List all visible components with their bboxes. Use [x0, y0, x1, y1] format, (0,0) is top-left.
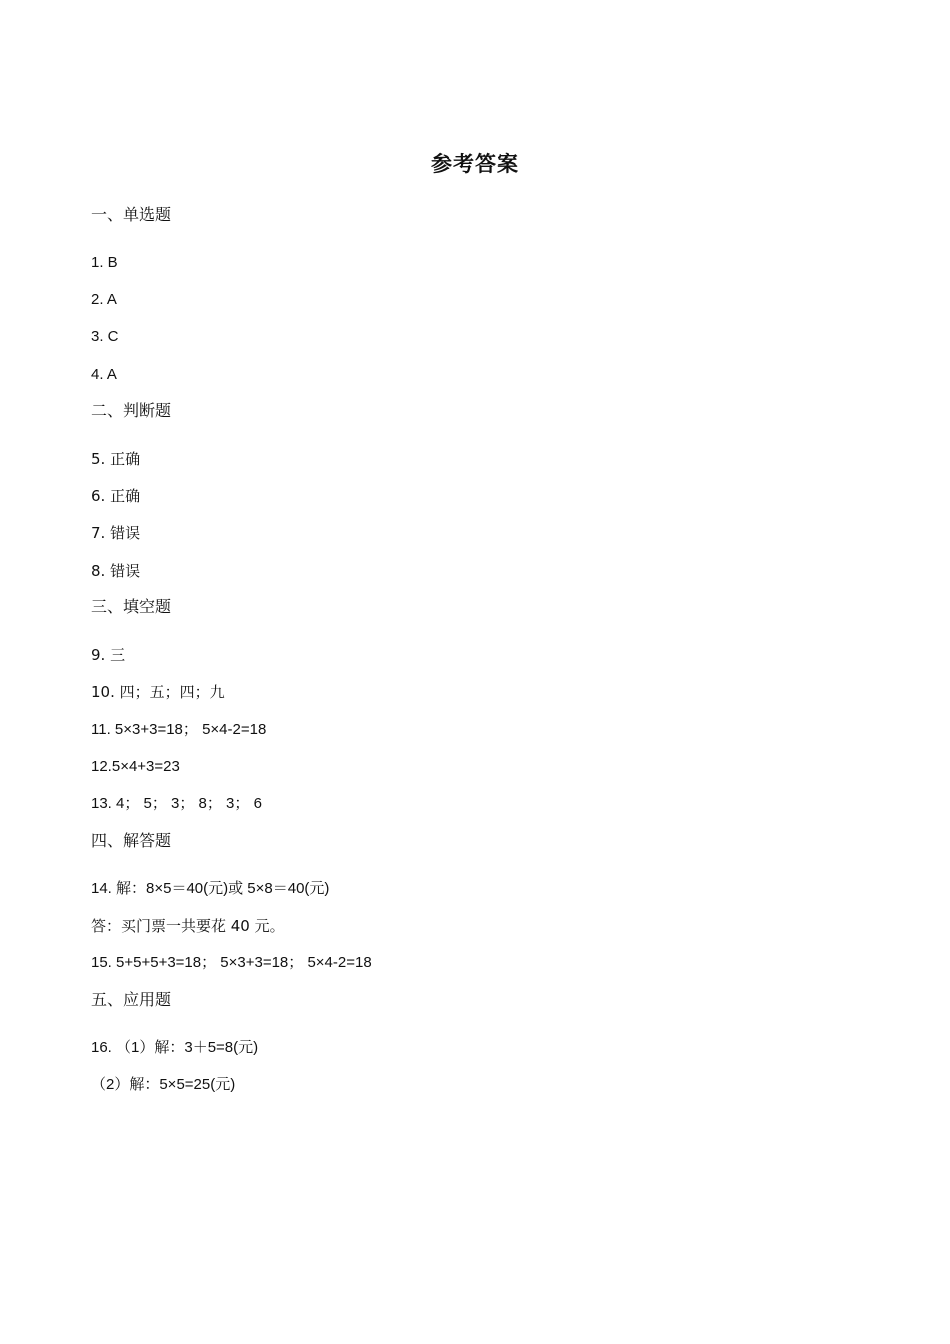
- answer-line-1: 1. B: [91, 254, 118, 271]
- answer-line-7: 7. 错误: [91, 524, 141, 542]
- answer-line-15: 15. 5+5+5+3=18； 5×3+3=18； 5×4-2=18: [91, 954, 372, 971]
- section-heading-fill-blank: 三、填空题: [91, 597, 172, 616]
- section-heading-single-choice: 一、单选题: [91, 205, 172, 224]
- answer-line-12: 12.5×4+3=23: [91, 758, 180, 775]
- page-title: 参考答案: [431, 152, 519, 176]
- answer-line-8: 8. 错误: [91, 562, 141, 580]
- answer-line-9: 9. 三: [91, 646, 126, 664]
- answer-line-4: 4. A: [91, 366, 117, 383]
- answer-line-2: 2. A: [91, 291, 117, 308]
- answer-line-11: 11. 5×3+3=18； 5×4-2=18: [91, 721, 267, 738]
- answer-line-3: 3. C: [91, 328, 119, 345]
- answer-line-16-part-2: （2）解：5×5=25(元): [91, 1076, 236, 1093]
- answer-line-6: 6. 正确: [91, 487, 141, 505]
- answer-line-16-part-1: 16. （1）解：3＋5=8(元): [91, 1039, 259, 1056]
- answer-line-13: 13. 4； 5； 3； 8； 3； 6: [91, 795, 262, 812]
- answer-line-5: 5. 正确: [91, 450, 141, 468]
- answer-line-14: 14. 解：8×5＝40(元)或 5×8＝40(元): [91, 880, 330, 897]
- section-heading-solution: 四、解答题: [91, 831, 172, 850]
- section-heading-application: 五、应用题: [91, 990, 172, 1009]
- answer-line-10: 10. 四；五；四；九: [91, 683, 225, 701]
- section-heading-true-false: 二、判断题: [91, 401, 172, 420]
- answer-line-14-conclusion: 答：买门票一共要花 40 元。: [91, 917, 285, 935]
